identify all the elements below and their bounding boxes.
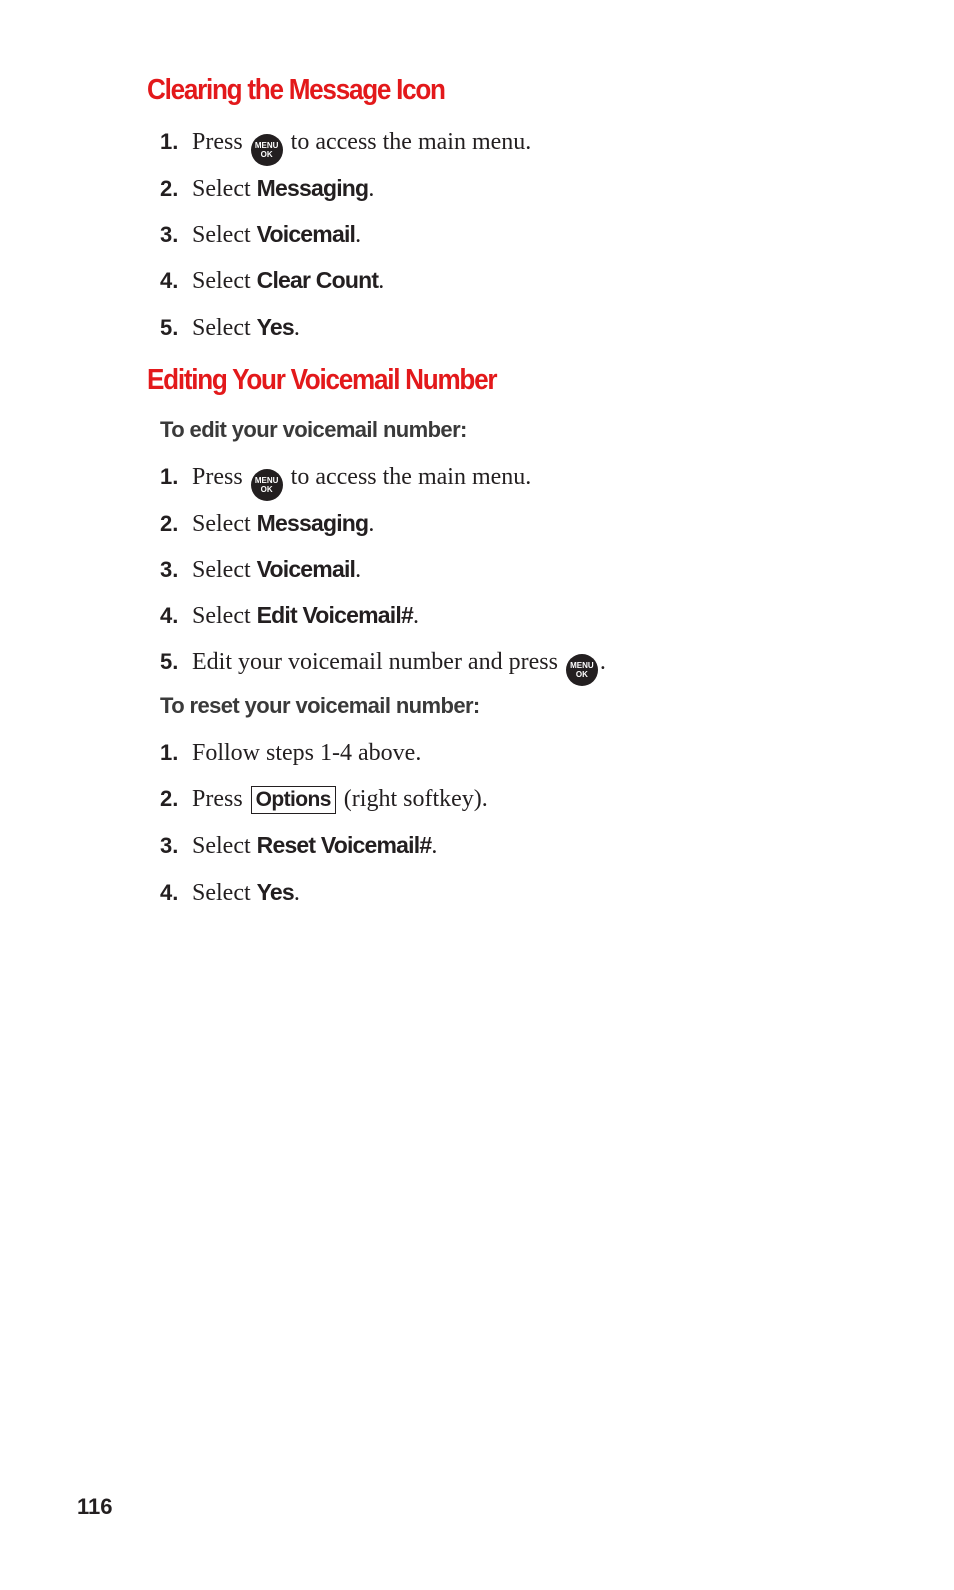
- step-number: 4.: [160, 880, 179, 905]
- step-text: to access the main menu.: [290, 129, 532, 155]
- menu-option-label: Reset Voicemail#: [256, 832, 432, 858]
- step-text: .: [355, 222, 362, 248]
- step-text: Select: [192, 315, 251, 341]
- step-number: 5.: [160, 649, 179, 674]
- list-item: [160, 127, 531, 166]
- menu-option-label: Messaging: [256, 175, 369, 201]
- step-text: Edit your voicemail number and press: [192, 649, 558, 675]
- list-item: [160, 738, 421, 768]
- step-number: 3.: [160, 833, 179, 858]
- step-number: 2.: [160, 786, 179, 811]
- menu-option-label: Yes: [256, 879, 294, 905]
- list-item: [160, 554, 361, 585]
- menu-option-label: Yes: [256, 314, 294, 340]
- list-item: [160, 508, 374, 539]
- step-text: .: [293, 880, 300, 906]
- menu-option-label: Messaging: [256, 510, 369, 536]
- step-number: 3.: [160, 222, 179, 247]
- step-text: .: [599, 649, 606, 675]
- step-number: 2.: [160, 511, 179, 536]
- step-text: Select: [192, 222, 251, 248]
- step-number: 3.: [160, 557, 179, 582]
- step-text: .: [368, 511, 375, 537]
- step-number: 1.: [160, 129, 179, 154]
- list-item: [160, 784, 488, 814]
- step-text: Select: [192, 511, 251, 537]
- list-item: [160, 462, 531, 501]
- list-item: [160, 830, 437, 861]
- step-text: Select: [192, 176, 251, 202]
- step-text: Select: [192, 833, 251, 859]
- section-title-editing-voicemail-number: Editing Your Voicemail Number: [147, 364, 497, 396]
- step-number: 4.: [160, 603, 179, 628]
- reset-instructions-intro: To reset your voicemail number:: [160, 693, 480, 718]
- list-item: [160, 647, 606, 686]
- section-title-clearing-message-icon: Clearing the Message Icon: [147, 74, 445, 106]
- step-text: .: [355, 557, 362, 583]
- list-item: [160, 600, 419, 631]
- menu-ok-key-icon: MENU OK: [251, 134, 283, 166]
- menu-option-label: Voicemail: [256, 556, 356, 582]
- step-text: .: [378, 268, 385, 294]
- step-text: .: [431, 833, 438, 859]
- step-number: 2.: [160, 176, 179, 201]
- step-text: Select: [192, 557, 251, 583]
- step-text: to access the main menu.: [290, 464, 532, 490]
- step-number: 4.: [160, 268, 179, 293]
- menu-ok-key-icon: MENU OK: [566, 654, 598, 686]
- step-text: Press: [192, 464, 243, 490]
- step-text: Select: [192, 603, 251, 629]
- step-text: .: [293, 315, 300, 341]
- step-number: 1.: [160, 464, 179, 489]
- edit-instructions-intro: To edit your voicemail number:: [160, 417, 467, 442]
- list-item: [160, 219, 361, 250]
- list-item: [160, 312, 300, 343]
- list-item: [160, 173, 374, 204]
- step-text: Follow steps 1-4 above.: [192, 740, 422, 766]
- page-number: 116: [77, 1494, 113, 1519]
- step-text: Press: [192, 786, 243, 812]
- step-text: Press: [192, 129, 243, 155]
- step-text: Select: [192, 268, 251, 294]
- options-softkey-label: Options: [251, 786, 336, 814]
- step-number: 1.: [160, 740, 179, 765]
- menu-ok-key-icon: MENU OK: [251, 469, 283, 501]
- menu-option-label: Clear Count: [256, 267, 379, 293]
- step-text: .: [368, 176, 375, 202]
- menu-option-label: Edit Voicemail#: [256, 602, 413, 628]
- step-text: (right softkey).: [343, 786, 488, 812]
- step-number: 5.: [160, 315, 179, 340]
- menu-option-label: Voicemail: [256, 221, 356, 247]
- list-item: [160, 877, 300, 908]
- step-text: .: [412, 603, 419, 629]
- step-text: Select: [192, 880, 251, 906]
- list-item: [160, 265, 384, 296]
